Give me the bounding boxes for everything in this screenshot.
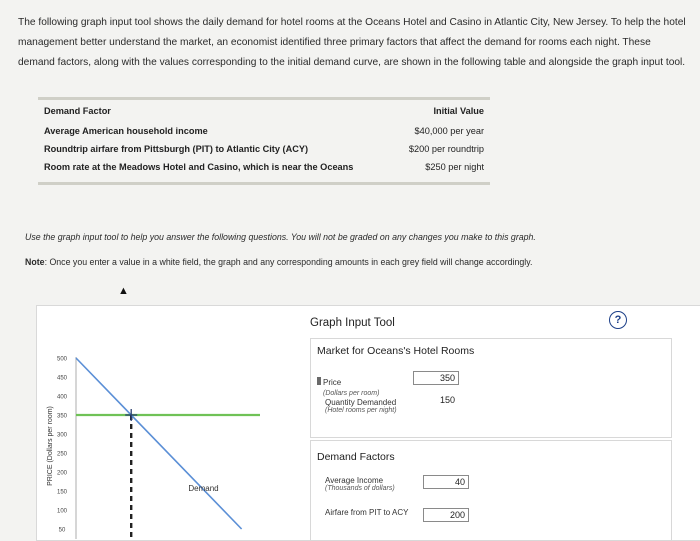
- airfare-input[interactable]: 200: [423, 508, 469, 522]
- instruction-text: Use the graph input tool to help you answer the following questions. You will not be graded on any changes you make to this graph.: [25, 232, 536, 242]
- demand-label: Demand: [188, 484, 219, 493]
- factor-cell: Room rate at the Meadows Hotel and Casino, which is near the Oceans: [44, 162, 354, 172]
- quantity-label: Quantity Demanded: [325, 398, 397, 407]
- y-tick-label: 100: [56, 508, 68, 515]
- mouse-cursor-icon: ▲: [118, 285, 129, 297]
- y-tick-label: 400: [56, 394, 68, 401]
- value-cell: $200 per roundtrip: [408, 144, 484, 154]
- price-marker-icon: [317, 377, 321, 385]
- factor-cell: Average American household income: [44, 126, 208, 136]
- income-unit: (Thousands of dollars): [325, 485, 395, 492]
- graph-tool-title: Graph Input Tool: [310, 317, 395, 329]
- demand-chart[interactable]: [40, 352, 270, 539]
- table-header-row: [38, 100, 490, 122]
- quantity-unit: (Hotel rooms per night): [325, 407, 397, 414]
- y-tick-labels: [57, 357, 68, 534]
- y-tick-label: 200: [56, 470, 68, 477]
- quantity-value: 150: [439, 395, 455, 405]
- price-label: Price: [323, 378, 342, 387]
- demand-factor-table: [38, 97, 490, 185]
- income-label: Average Income: [325, 476, 384, 485]
- y-tick-label: 300: [56, 432, 68, 439]
- intro-paragraph: The following graph input tool shows the daily demand for hotel rooms at the Oceans Hotel and Casino in Atlantic City, New Jersey. To help the hotel management better understand the market, an economist identified three primary factors that affect the demand for rooms each night. These demand factors, along with the values corresponding to the initial demand curve, are shown in the following table and alongside the graph input tool.: [18, 17, 686, 68]
- y-tick-label: 250: [56, 451, 68, 458]
- note-label: Note: [25, 257, 45, 267]
- quantity-label-group: [325, 398, 405, 415]
- income-input[interactable]: 40: [423, 475, 469, 489]
- demand-factors-box: [310, 440, 672, 541]
- airfare-label: Airfare from PIT to ACY: [325, 508, 409, 517]
- value-cell: $250 per night: [425, 162, 484, 172]
- price-label-group: [317, 372, 407, 398]
- y-tick-label: 50: [58, 527, 66, 534]
- table-bottom-rule: [38, 182, 490, 185]
- table-row: [38, 122, 490, 140]
- factor-cell: Roundtrip airfare from Pittsburgh (PIT) to Atlantic City (ACY): [44, 144, 309, 154]
- value-cell: $40,000 per year: [414, 126, 484, 136]
- help-icon[interactable]: ?: [609, 311, 627, 329]
- demand-curve[interactable]: [76, 358, 242, 529]
- header-value: Initial Value: [433, 106, 484, 116]
- market-box: [310, 338, 672, 438]
- y-tick-label: 350: [56, 413, 68, 420]
- factors-title: Demand Factors: [317, 451, 395, 463]
- price-input[interactable]: 350: [413, 371, 459, 385]
- market-title: Market for Oceans's Hotel Rooms: [317, 345, 475, 357]
- table-row: [38, 158, 490, 176]
- note-text: [25, 257, 532, 267]
- price-unit: (Dollars per room): [323, 390, 380, 397]
- table-row: [38, 140, 490, 158]
- header-factor: Demand Factor: [44, 106, 111, 116]
- y-axis-label: PRICE (Dollars per room): [47, 406, 54, 486]
- income-label-group: [325, 476, 415, 493]
- y-tick-label: 500: [56, 356, 68, 363]
- note-body: : Once you enter a value in a white field, the graph and any corresponding amounts in each grey field will change accordingly.: [44, 257, 533, 267]
- y-tick-label: 150: [56, 489, 68, 496]
- y-tick-label: 450: [56, 375, 68, 382]
